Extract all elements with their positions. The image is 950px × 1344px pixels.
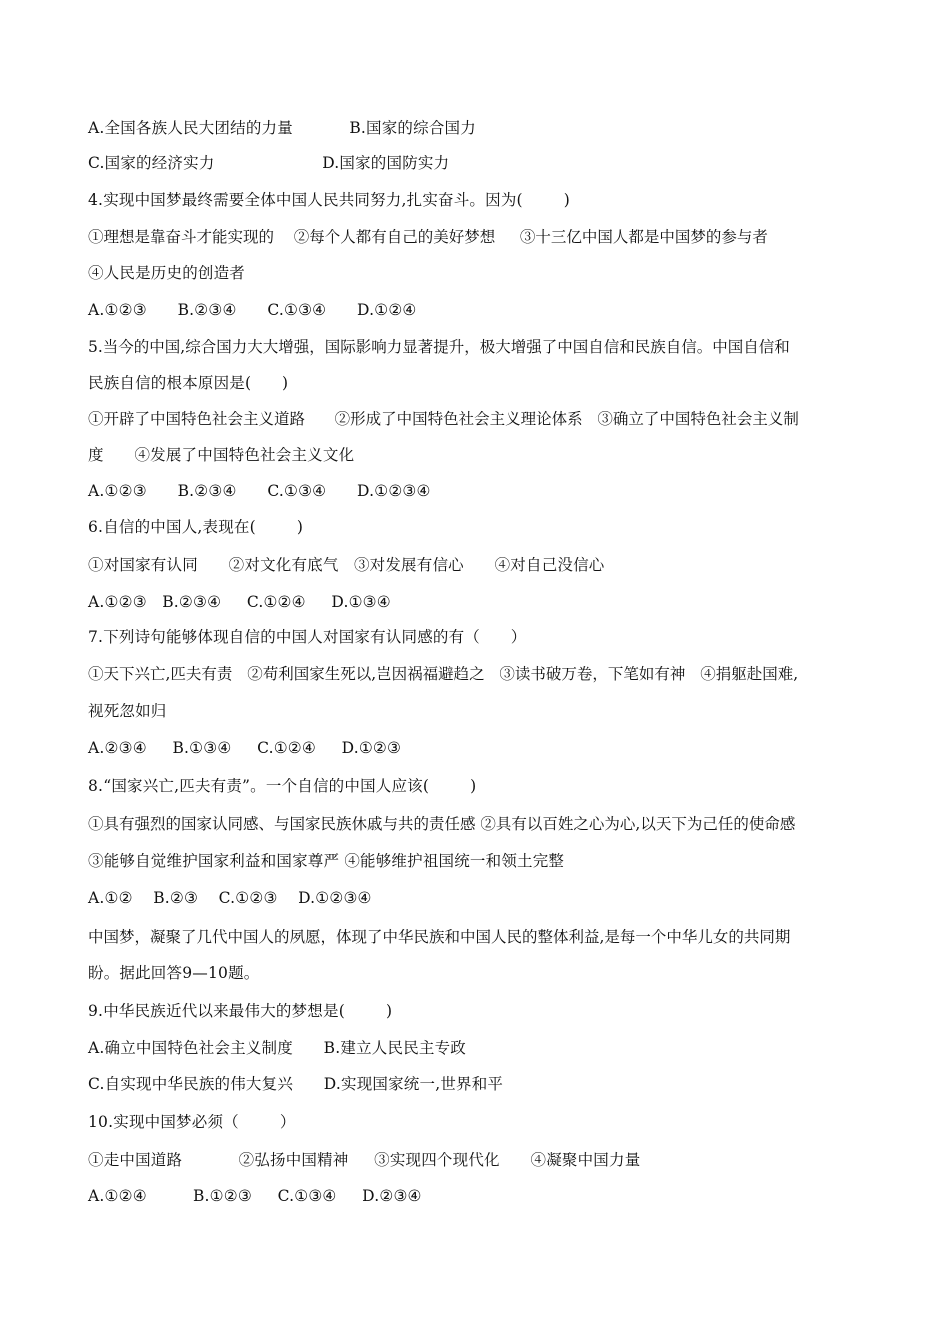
q9-option-line-2: C.自实现中华民族的伟大复兴 D.实现国家统一,世界和平 bbox=[88, 1075, 504, 1093]
q7-options: A.②③④ B.①③④ C.①②④ D.①②③ bbox=[88, 739, 402, 757]
q8-statements-line-1: ①具有强烈的国家认同感、与国家民族休戚与共的责任感 ②具有以百姓之心为心,以天下为己任的使命感 bbox=[88, 815, 796, 833]
q10-options: A.①②④ B.①②③ C.①③④ D.②③④ bbox=[88, 1187, 422, 1205]
q5-stem-line-1: 5.当今的中国,综合国力大大增强，国际影响力显著提升，极大增强了中国自信和民族自信。中国自信和 bbox=[88, 338, 790, 356]
q7-stem: 7.下列诗句能够体现自信的中国人对国家有认同感的有（ ） bbox=[88, 628, 527, 646]
q4-stem: 4.实现中国梦最终需要全体中国人民共同努力,扎实奋斗。因为( ) bbox=[88, 191, 571, 209]
q9-option-line-1: A.确立中国特色社会主义制度 B.建立人民民主专政 bbox=[88, 1039, 467, 1057]
q4-statements-line-2: ④人民是历史的创造者 bbox=[88, 264, 246, 282]
q4-options: A.①②③ B.②③④ C.①③④ D.①②④ bbox=[88, 301, 417, 319]
q6-stem: 6.自信的中国人,表现在( ) bbox=[88, 518, 304, 536]
q8-statements-line-2: ③能够自觉维护国家利益和国家尊严 ④能够维护祖国统一和领土完整 bbox=[88, 852, 565, 870]
q10-stem: 10.实现中国梦必须（ ） bbox=[88, 1113, 296, 1131]
q8-stem: 8.“国家兴亡,匹夫有责”。一个自信的中国人应该( ) bbox=[88, 777, 477, 795]
q5-stem-line-2: 民族自信的根本原因是( ) bbox=[88, 374, 289, 392]
q9-stem: 9.中华民族近代以来最伟大的梦想是( ) bbox=[88, 1002, 393, 1020]
q8-options: A.①② B.②③ C.①②③ D.①②③④ bbox=[88, 889, 372, 907]
q5-options: A.①②③ B.②③④ C.①③④ D.①②③④ bbox=[88, 482, 431, 500]
q6-statements: ①对国家有认同 ②对文化有底气 ③对发展有信心 ④对自己没信心 bbox=[88, 556, 605, 574]
q5-statements-line-2: 度 ④发展了中国特色社会主义文化 bbox=[88, 446, 355, 464]
q5-statements-line-1: ①开辟了中国特色社会主义道路 ②形成了中国特色社会主义理论体系 ③确立了中国特色社会主义制 bbox=[88, 410, 799, 428]
passage-line-1: 中国梦，凝聚了几代中国人的夙愿，体现了中华民族和中国人民的整体利益,是每一个中华儿女的共同期 bbox=[88, 928, 791, 946]
q10-statements: ①走中国道路 ②弘扬中国精神 ③实现四个现代化 ④凝聚中国力量 bbox=[88, 1151, 641, 1169]
q7-statements-line-1: ①天下兴亡,匹夫有责 ②苟利国家生死以,岂因祸福避趋之 ③读书破万卷，下笔如有神 ④捐躯赴国难, bbox=[88, 665, 799, 683]
q7-statements-line-2: 视死忽如归 bbox=[88, 702, 167, 720]
passage-line-2: 盼。据此回答9—10题。 bbox=[88, 964, 260, 982]
q4-statements-line-1: ①理想是靠奋斗才能实现的 ②每个人都有自己的美好梦想 ③十三亿中国人都是中国梦的参与者 bbox=[88, 228, 768, 246]
q3-option-line-1: A.全国各族人民大团结的力量 B.国家的综合国力 bbox=[88, 119, 476, 137]
q3-option-line-2: C.国家的经济实力 D.国家的国防实力 bbox=[88, 154, 450, 172]
q6-options: A.①②③ B.②③④ C.①②④ D.①③④ bbox=[88, 593, 391, 611]
